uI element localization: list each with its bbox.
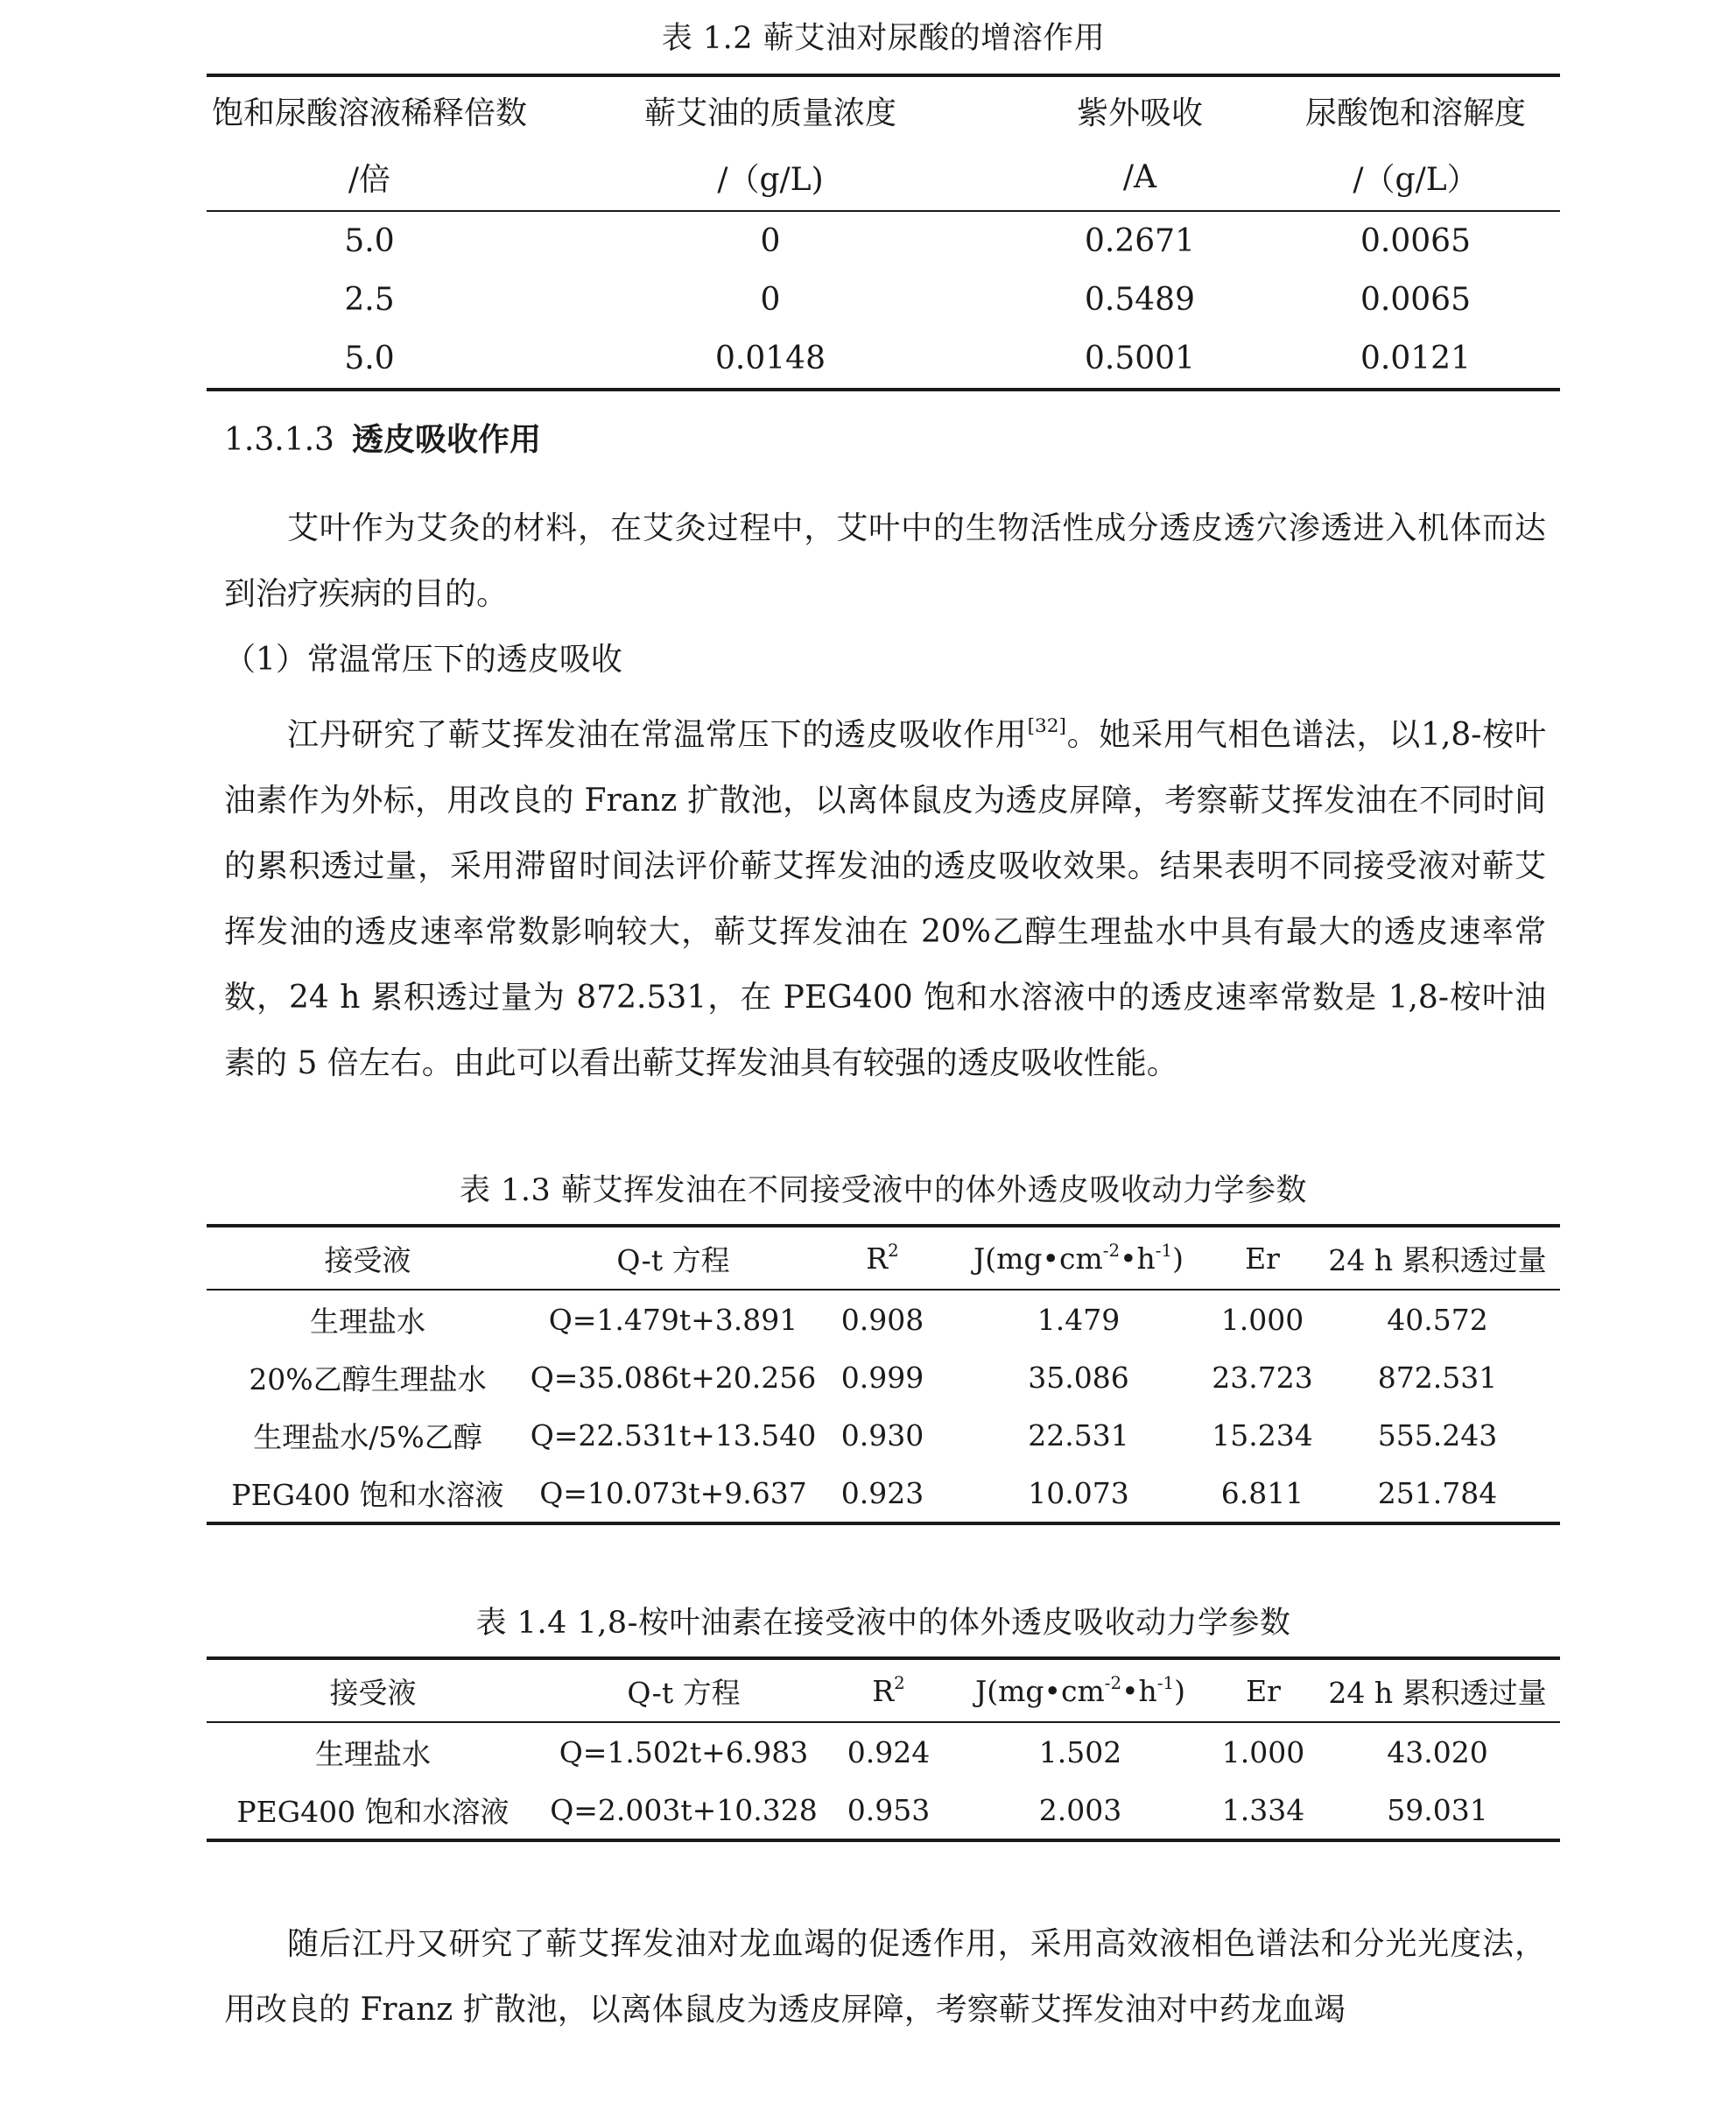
- subheading-normal-conditions: （1）常温常压下的透皮吸收: [224, 642, 622, 678]
- table-cell: 872.531: [1377, 1360, 1498, 1395]
- table-cell: 0.5001: [1009, 329, 1271, 390]
- table-row: [207, 271, 1560, 329]
- section-heading: [224, 418, 541, 462]
- table-row: [207, 211, 1560, 271]
- table-cell: 生理盐水/5%乙醇: [253, 1419, 482, 1454]
- table-row: [207, 1781, 1560, 1840]
- t2-header-uv-absorption-unit: /A: [1009, 144, 1271, 211]
- section-number: 1.3.1.3: [224, 422, 334, 458]
- t2-header-solubility-unit: /（g/L）: [1271, 144, 1560, 211]
- table-1-4: [207, 1656, 1560, 1842]
- table-cell: 20%乙醇生理盐水: [249, 1361, 487, 1396]
- table-cell: 251.784: [1315, 1464, 1560, 1523]
- table-cell: 0: [760, 282, 781, 318]
- t4-header-flux: $J(mg•cm^{-2}•h^{-1})$: [949, 1658, 1212, 1722]
- table-cell: 5.0: [344, 223, 395, 259]
- table-cell: 0.0065: [1360, 223, 1471, 259]
- paragraph-study-text-a: 江丹研究了蕲艾挥发油在常温常压下的透皮吸收作用: [287, 717, 1028, 753]
- t2-header-solubility: 尿酸饱和溶解度: [1271, 75, 1560, 144]
- table-cell: 0.953: [828, 1781, 949, 1840]
- table-cell: 0.924: [847, 1734, 931, 1769]
- t2-header-oil-concentration-unit: /（g/L): [532, 144, 1009, 211]
- table-cell: 1.000: [1221, 1734, 1305, 1769]
- t3-header-r2: $R^2$: [818, 1226, 947, 1290]
- table-cell: 23.723: [1212, 1360, 1313, 1395]
- table-1-2: [207, 74, 1560, 391]
- table-cell: 0: [760, 223, 781, 259]
- table-cell: 0.0148: [532, 329, 1009, 390]
- t4-header-medium: 接受液: [207, 1658, 539, 1722]
- table-cell: 生理盐水: [310, 1304, 425, 1339]
- table-1-2-caption: 表 1.2 蕲艾油对尿酸的增溶作用: [661, 21, 1106, 56]
- table-cell: Q=2.003t+10.328: [539, 1781, 828, 1840]
- t2-header-dilution-unit: /倍: [207, 144, 532, 211]
- table-1-3-caption: 表 1.3 蕲艾挥发油在不同接受液中的体外透皮吸收动力学参数: [460, 1173, 1307, 1208]
- t4-header-r2: $R^2$: [828, 1658, 949, 1722]
- table-cell: 1.000: [1220, 1302, 1304, 1337]
- table-cell: PEG400 饱和水溶液: [207, 1781, 539, 1840]
- table-cell: 2.003: [949, 1781, 1212, 1840]
- t3-header-medium: 接受液: [207, 1226, 529, 1290]
- table-row: [207, 1406, 1560, 1464]
- paragraph-study: [224, 702, 1546, 1096]
- t3-header-er: Er: [1210, 1226, 1315, 1290]
- table-cell: 0.999: [840, 1360, 924, 1395]
- table-cell: 35.086: [1028, 1360, 1129, 1395]
- citation-ref: [32]: [1027, 714, 1066, 737]
- table-cell: Q=10.073t+9.637: [529, 1464, 818, 1523]
- table-cell: 0.5489: [1085, 282, 1195, 318]
- t2-header-oil-concentration: 蕲艾油的质量浓度: [532, 75, 1009, 144]
- t4-header-equation: Q-t 方程: [539, 1658, 828, 1722]
- table-cell: 0.923: [818, 1464, 947, 1523]
- table-1-3: [207, 1224, 1560, 1525]
- table-cell: 0.2671: [1085, 223, 1195, 259]
- t4-header-er: Er: [1212, 1658, 1315, 1722]
- table-cell: 1.479: [1037, 1302, 1121, 1337]
- table-cell: PEG400 饱和水溶液: [207, 1464, 529, 1523]
- table-cell: 10.073: [947, 1464, 1210, 1523]
- table-row: [207, 1464, 1560, 1523]
- table-1-4-caption: 表 1.4 1,8-桉叶油素在接受液中的体外透皮吸收动力学参数: [475, 1606, 1291, 1641]
- table-cell: 0.930: [840, 1417, 924, 1452]
- table-row: [207, 1290, 1560, 1348]
- table-row: [207, 329, 1560, 390]
- table-cell: Q=1.479t+3.891: [548, 1302, 798, 1337]
- t3-header-cumulative: 24 h 累积透过量: [1315, 1226, 1560, 1290]
- paragraph-intro: 艾叶作为艾灸的材料，在艾灸过程中，艾叶中的生物活性成分透皮透穴渗透进入机体而达到治疗疾病的目的。: [224, 510, 1546, 612]
- table-cell: 0.0065: [1360, 282, 1471, 318]
- table-cell: Q=35.086t+20.256: [530, 1360, 817, 1395]
- table-cell: 6.811: [1210, 1464, 1315, 1523]
- table-cell: 生理盐水: [315, 1736, 431, 1771]
- table-cell: Q=22.531t+13.540: [530, 1417, 817, 1452]
- table-cell: 1.502: [1038, 1734, 1122, 1769]
- table-cell: 22.531: [1028, 1417, 1129, 1452]
- table-cell: Q=1.502t+6.983: [559, 1734, 809, 1769]
- t3-header-equation: Q-t 方程: [529, 1226, 818, 1290]
- table-row: [207, 1722, 1560, 1781]
- section-title: 透皮吸收作用: [351, 422, 541, 458]
- t3-header-flux: $J(mg•cm^{-2}•h^{-1})$: [947, 1226, 1210, 1290]
- table-cell: 555.243: [1377, 1417, 1498, 1452]
- table-cell: 59.031: [1315, 1781, 1560, 1840]
- t4-header-cumulative: 24 h 累积透过量: [1315, 1658, 1560, 1722]
- table-row: [207, 1348, 1560, 1406]
- table-cell: 1.334: [1212, 1781, 1315, 1840]
- table-cell: 43.020: [1387, 1734, 1488, 1769]
- t2-header-uv-absorption: 紫外吸收: [1009, 75, 1271, 144]
- table-cell: 5.0: [207, 329, 532, 390]
- table-cell: 40.572: [1387, 1302, 1488, 1337]
- paragraph-follow-up: 随后江丹又研究了蕲艾挥发油对龙血竭的促透作用，采用高效液相色谱法和分光光度法，用改良的 Franz 扩散池，以离体鼠皮为透皮屏障，考察蕲艾挥发油对中药龙血竭: [224, 1926, 1546, 2028]
- table-cell: 0.0121: [1271, 329, 1560, 390]
- paragraph-study-text-b: 。她采用气相色谱法，以1,8-桉叶油素作为外标，用改良的 Franz 扩散池，以离体鼠皮为透皮屏障，考察蕲艾挥发油在不同时间的累积透过量，采用滞留时间法评价蕲艾挥发油的透皮吸收效果。结果表明不同接受液对蕲艾挥发油的透皮速率常数影响较大，蕲艾挥发油在 20%乙醇生理盐水中具有最大的透皮速率常数，24 h 累积透过量为 872.531，在 PEG400 饱和水溶液中的透皮速率常数是 1,8-桉叶油素的 5 倍左右。由此可以看出蕲艾挥发油具有较强的透皮吸收性能。: [224, 717, 1546, 1081]
- table-cell: 15.234: [1212, 1417, 1313, 1452]
- t2-header-dilution: 饱和尿酸溶液稀释倍数: [207, 75, 532, 144]
- table-cell: 2.5: [344, 282, 395, 318]
- table-cell: 0.908: [840, 1302, 924, 1337]
